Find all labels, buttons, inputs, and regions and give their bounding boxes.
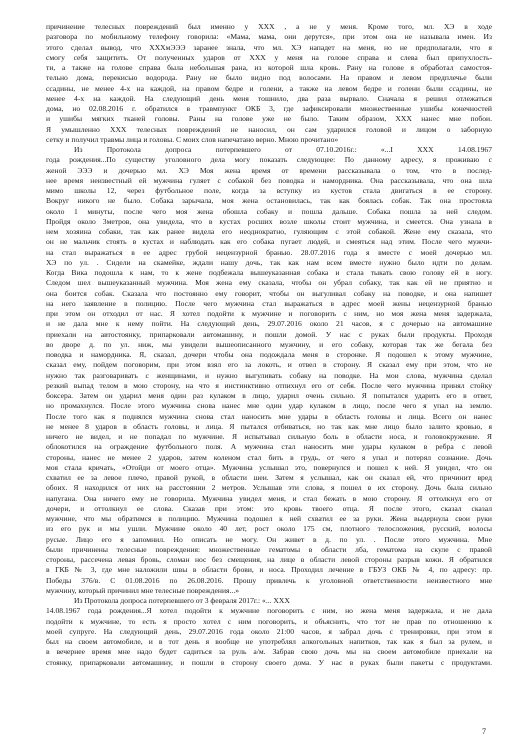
text-line: Следом шел вышеуказанный мужчина. Моя жена ему сказала, чтобы он убрал собаку, так как ей не приятно и <box>46 278 492 288</box>
text-line: на стал выражаться в ее адрес грубой нецензурной бранью. 28.07.2016 года я вместе с моей дочерью мл. <box>46 247 492 257</box>
text-line: Победы 376/в. С 01.08.2016 по 26.08.2016. Прошу привлечь к уголовной ответственности неизвестного мне <box>46 575 492 585</box>
document-body <box>46 22 492 668</box>
text-line: ти, а также на голове справа была небольшая рана, из которой шла кровь. Рану на голове я обработал самостоя- <box>46 63 492 72</box>
text-line: и ушибы мягких тканей головы. Раны на голове уже не было. Таким образом, ХХХ нанес мне побои. <box>46 114 492 124</box>
text-line: сетку и получил травмы лица и головы. С моих слов напечатано верно. Мною прочитано» <box>46 134 339 144</box>
text-line: смогу себя защитить. От полученных ударов от ХХХ у меня на голове справа и слева был припухлость- <box>46 52 492 62</box>
text-line: мужчине, что мы обратимся в полицию. Мужчина подошел к ней схватил ее за руки. Жена выдернула свои руки <box>46 514 492 523</box>
text-line: стороны, рассечена левая бровь, сломан нос без смещения, на лице в области левой стороны разрыв кожи. Я обратился <box>46 555 492 564</box>
text-line: сказал ему, пойдем поговорим, при этом взял его за локоть, и отвел в сторону. Я сказал ему при этом, что не <box>46 360 492 370</box>
text-line: боксера. Затем он ударил меня один раз кулаком в лицо, ударил очень сильно. Я попытался ударить его в ответ, <box>46 391 492 400</box>
text-line: ссадины, не менее 4-х на каждой, на правом бедре и голени, а также на левом бедре и голени были ссадины, не <box>46 83 492 93</box>
text-line: в вечернее время мне надо будет садиться за руль а/м. Забрав свою дочь мы на своем автомобиле приехали на <box>46 647 492 657</box>
text-line: русые. Лицо его я запомнил. Но описать не могу. Он живет в д. по ул. . После этого мужчина. Мне <box>46 534 492 544</box>
text-line: Я умышленно ХХХ телесных повреждений не наносил, он сам ударился головой и лицом о заборную <box>46 124 492 134</box>
text-line: во дворе д. по ул. ниж, мы увидели вышеописанного мужчину, и его собаку, которая так же бегала без <box>46 339 492 349</box>
text-line: в ГКБ № 3, где мне наложили швы в области брови, и носа. Проходил лечение в ГБУЗ ОКБ № 4, по адресу: пр. <box>46 565 492 575</box>
text-line: ничего не видел, и не попадал по мужчине. Я испытывал сильную боль в области носа, и головокружение. Я <box>46 432 492 441</box>
text-line: были причинены телесные повреждения: множественные гематомы в области лба, гематома на скуле с правой <box>46 544 492 554</box>
text-line: и не дала мне к нему пойти. На следующий день, 29.07.2016 около 21 часов, я с дочерью на автомашине <box>46 319 492 329</box>
text-line: дочери, и оттолкнул ее слова. Сказав при этом: это кровь твоего отца. Я после этого, сказал сказал <box>46 503 492 513</box>
text-line: нее время неизвестный ей мужчина гуляет с собакой без поводка и намордника. Она рассказывала, что она шла <box>46 175 492 185</box>
text-line: ХЭ по ул. . Сидели на скамейке, ждали нашу дочь, так как нам всем вместе нужно было идти по делам. <box>46 257 492 267</box>
text-line: Когда Вика подошла к нам, то к жене подбежала вышеуказанная собака и стала тыкать свою голову ей в ногу. <box>46 268 492 277</box>
text-line: при этом он отходил от нас. Я хотел подойти к мужчине и поговорить с ним, но моя жена меня задержала, <box>46 309 492 318</box>
text-line: мимо школы 12, через футбольное поле, когда за вступку из кустов стала двигаться в ее сторону. <box>46 186 492 195</box>
text-line: нужно так разговаривать с женщинами, и нужно выгуливать собаку на поводке. На мои слова, мужчина сделал <box>46 370 492 380</box>
text-line: из его рук и мы ушли. Мужчине около 40 лет, рост около 175 см, плотного телосложения, русский, волосы <box>46 524 492 534</box>
text-line: обоих. Я находился от них на расстоянии 2 метров. Услышав эти слова, я пошел в их сторону. Дочь была сильно <box>46 483 492 493</box>
text-line: разговора по мобильному телефону говорила: «Мама, мама, они дерутся», при этом она не называла имен. Из <box>46 32 492 42</box>
text-line: поводка и намордника. Я, сказал, дочери чтобы она подождала меня в сторонке. Я подошел к этому мужчине, <box>46 350 492 359</box>
text-line: причинение телесных повреждений был именно у ХХХ , а не у меня. Кроме того, мл. ХЭ в ходе <box>46 22 492 31</box>
text-line: она боится собак. Сказала что постоянно ему говорит, чтобы он выгуливал собаку на поводке, и она напишет <box>46 288 492 298</box>
text-line: на него заявление в полицию. После чего мужчина стал выражаться в адрес моей жены нецензурной бранью <box>46 298 492 308</box>
page-number: 7 <box>482 727 486 736</box>
text-line: 14.08.1967 года рождения...Я хотел подойти к мужчине поговорить с ним, но жена меня задержала, и не дала <box>46 606 492 616</box>
text-line: моей супруге. На следующий день, 29.07.2016 года около 21:00 часов, я забрал дочь с тренировки, при этом я <box>46 626 492 636</box>
text-line: резкий выпад телом в мою сторону, на что я инстинктивно отпихнул его от себя. После чего мужчина принял стойку <box>46 380 492 390</box>
text-line: После того как я поднялся мужчина снова стал наносить мне удары в область головы и лица. Всего он нанес <box>46 411 492 421</box>
text-line: облокотился на ограждение футбольного поля. А мужчина стал наносить мне удары кулаком в ребра с левой <box>46 442 492 452</box>
text-line: дома, но 02.08.2016 г. обратился в травмпункт ОКБ 3, где зафиксировали множественные ушибы конечностей <box>46 104 492 113</box>
text-line: менее 4-х на каждой. На следующий день меня тошнило, два раза вырвало. Сначала я решил отлежаться <box>46 93 492 103</box>
text-line: не менее 8 ударов в область головы, и лица. Я пытался отбиваться, но так как мне лицо было залито кровью, я <box>46 421 492 431</box>
text-line: но промахнулся. После этого мужчина снова нанес мне один удар кулаком в лицо, после чего я упал на землю. <box>46 401 492 411</box>
text-line: женой ЭЭЭ и дочерью мл. ХЭ Моя жена время от времени рассказывала о том, что в послед- <box>46 165 492 175</box>
text-line: напугана. Она ничего ему не говорила. Мужчина увидел меня, и стал бежать в мою сторону. Я оттолкнул его от <box>46 493 492 503</box>
text-line: стоянку, припарковали автомашину, и пошли в сторону своего дома. У нас в руках были пакеты с продуктами. <box>46 657 492 667</box>
text-line: нем хозяина собаки, так как ранее видела его неоднократно, гуляющим с этой собакой. Жене ему сказала, что <box>46 227 492 236</box>
text-line: подойти к мужчине, то есть я просто хотел с ним поговорить, и объяснить, что тот не прав по отношению к <box>46 616 492 626</box>
text-line: года рождения...По существу уголовного дела могу показать следующее: По данному адресу, я проживаю с <box>46 155 492 165</box>
text-line: около 1 минуты, после чего моя жена обошла собаку и пошла дальше. Собака пошла за ней следом. <box>46 206 492 216</box>
text-line: стороны, нанес не менее 2 ударов, затем коленом стал бить в грудь, от чего я упал и потерял сознание. Дочь <box>46 452 492 462</box>
text-line: был на своем автомобиле, и в тот день я вообще не употреблял алкогольных напитков, так как я был за рулем, и <box>46 637 492 646</box>
text-line: приехали на автостоянку, припарковали автомашину, и пошли домой. У нас с руках были продукты. Проходя <box>46 329 492 339</box>
text-line: тельно дома, перекисью водорода. Рану не было видно под волосами. На правом и левом предплечье были <box>46 73 492 83</box>
text-line: этого сделал вывод, что ХХХмЭЭЭ заранее знала, что мл. ХЭ нападет на меня, но не предполагали, что я <box>46 42 492 52</box>
text-line: мужчину, который причинил мне телесные повреждения...» <box>46 585 240 595</box>
text-line: Вокруг никого не было. Собака зарычала, моя жена остановилась, так как боялась собак. Так она простояла <box>46 196 492 206</box>
text-line: Из Протокола допроса потерпевшего от 3 февраля 2017г.: «... ХХХ <box>74 596 290 605</box>
text-line: Пройдя около 3метров, она увидела, что в кустах росших возле школы стоит мужчина, и смеется. Она узнала в <box>46 216 492 226</box>
text-line: схватил ее за левое плечо, правой рукой, в области шеи. Затем я услышал, как он сказал ей, что причинит вред <box>46 473 492 482</box>
text-line: Из Протокола допроса потерпевшего от 07.10.2016г.: «...I ХХХ 14.08.1967 <box>74 145 492 154</box>
text-line: моя стала кричать, «Отойди от моего отца». Мужчина услышал это, повернулся и пошел к ней. Я увидел, что он <box>46 462 492 472</box>
text-line: он не мальчик стоять в кустах и наблюдать как его собака пугает людей, и смеяться над этим. После чего мужчи- <box>46 237 492 247</box>
